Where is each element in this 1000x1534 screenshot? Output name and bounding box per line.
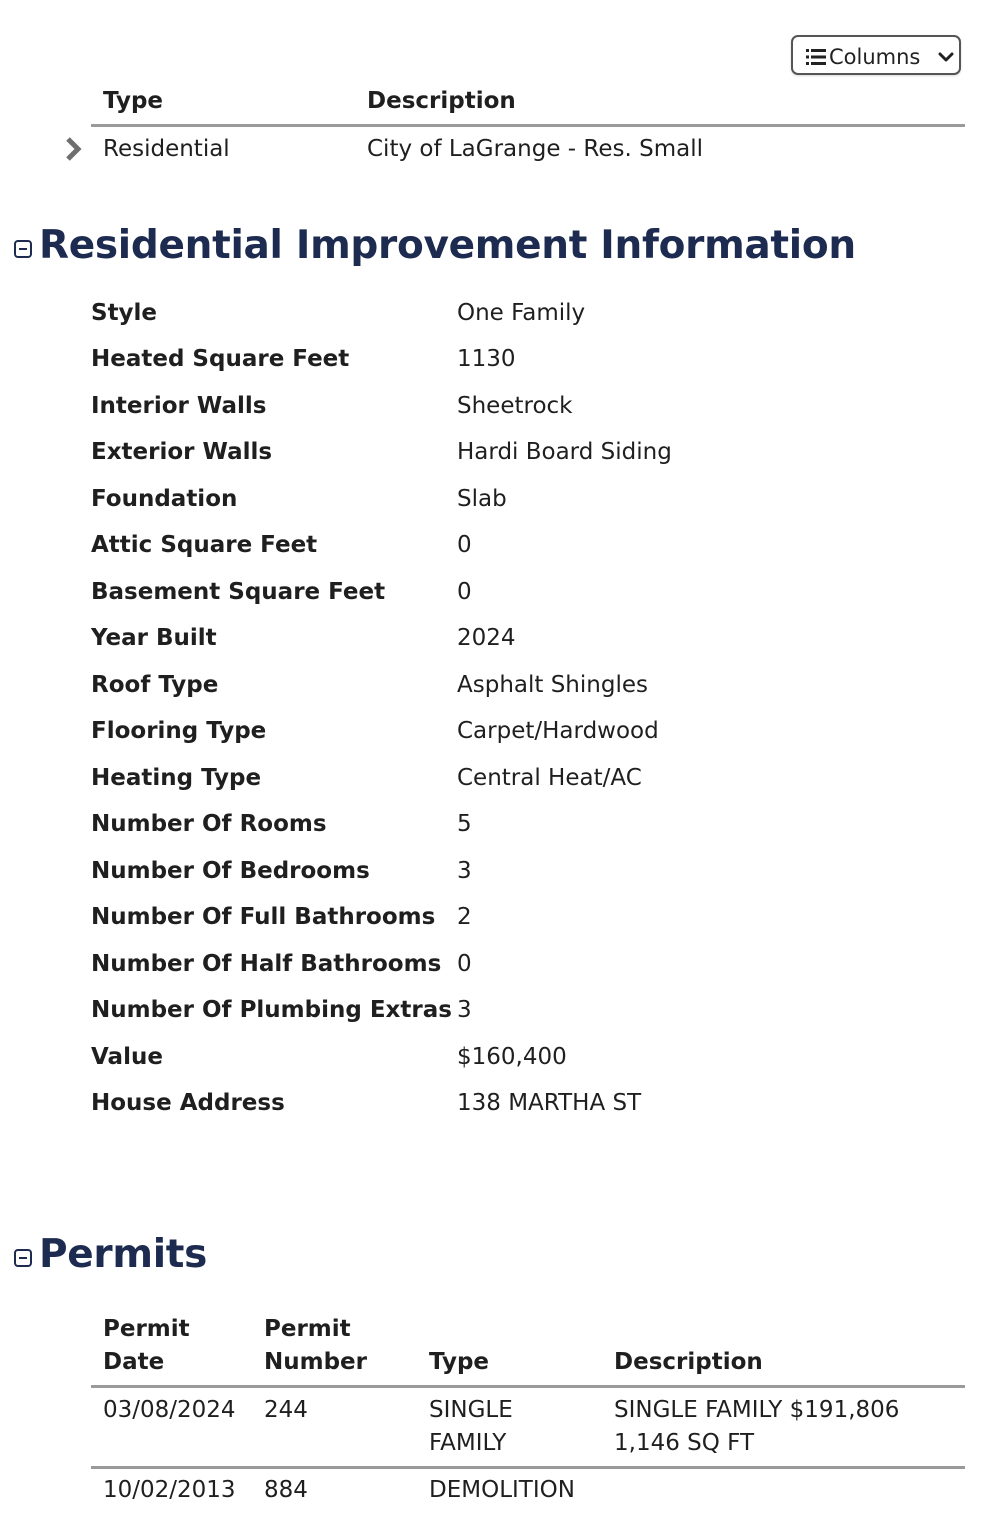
permit-header-type: Type [429, 1349, 490, 1375]
permit-type-line1: DEMOLITION [429, 1477, 575, 1503]
info-value: 2024 [457, 625, 516, 651]
land-header-rule [91, 124, 965, 127]
info-value: Central Heat/AC [457, 765, 642, 791]
permit-header-number-line2: Number [264, 1349, 367, 1375]
info-value: 1130 [457, 346, 516, 372]
info-value: 2 [457, 904, 472, 930]
permit-number: 244 [264, 1397, 308, 1423]
info-row-heated-square-feet [91, 346, 951, 392]
info-value: Hardi Board Siding [457, 439, 672, 465]
info-value: Sheetrock [457, 393, 573, 419]
info-label: House Address [91, 1090, 285, 1116]
info-value: 0 [457, 951, 472, 977]
info-row-foundation [91, 486, 951, 532]
info-label: Roof Type [91, 672, 219, 698]
info-value: 3 [457, 858, 472, 884]
info-label: Number Of Rooms [91, 811, 327, 837]
info-row-style [91, 300, 951, 346]
info-row-roof-type [91, 672, 951, 718]
info-value: One Family [457, 300, 586, 326]
permit-header-number-line1: Permit [264, 1316, 351, 1342]
info-label: Foundation [91, 486, 238, 512]
info-value: $160,400 [457, 1044, 567, 1070]
info-value: 5 [457, 811, 472, 837]
columns-button-label: Columns [829, 45, 921, 69]
info-value: 3 [457, 997, 472, 1023]
info-label: Interior Walls [91, 393, 267, 419]
info-row-value [91, 1044, 951, 1090]
land-row-type: Residential [103, 136, 230, 162]
info-value: Asphalt Shingles [457, 672, 648, 698]
info-label: Attic Square Feet [91, 532, 318, 558]
info-row-number-of-rooms [91, 811, 951, 857]
info-label: Number Of Bedrooms [91, 858, 370, 884]
info-label: Number Of Half Bathrooms [91, 951, 442, 977]
info-label: Exterior Walls [91, 439, 273, 465]
info-row-number-of-half-bathrooms [91, 951, 951, 997]
permit-description-line2: 1,146 SQ FT [614, 1430, 755, 1456]
chevron-down-icon [938, 50, 954, 64]
permit-type-line2: FAMILY [429, 1430, 507, 1456]
info-label: Value [91, 1044, 163, 1070]
land-header-description: Description [367, 88, 516, 114]
info-row-year-built [91, 625, 951, 671]
info-row-exterior-walls [91, 439, 951, 485]
columns-button[interactable] [791, 35, 961, 75]
info-row-basement-square-feet [91, 579, 951, 625]
permit-type-line1: SINGLE [429, 1397, 513, 1423]
section-title-permits: Permits [39, 1232, 208, 1277]
info-label: Style [91, 300, 158, 326]
permit-date: 03/08/2024 [103, 1397, 236, 1423]
info-row-flooring-type [91, 718, 951, 764]
permit-row-rule [91, 1466, 965, 1469]
info-row-heating-type [91, 765, 951, 811]
info-row-attic-square-feet [91, 532, 951, 578]
permit-header-date-line2: Date [103, 1349, 165, 1375]
permit-number: 884 [264, 1477, 308, 1503]
permit-description-line1: SINGLE FAMILY $191,806 [614, 1397, 900, 1423]
permit-header-description: Description [614, 1349, 763, 1375]
land-header-type: Type [103, 88, 164, 114]
permit-header-rule [91, 1385, 965, 1388]
info-row-number-of-bedrooms [91, 858, 951, 904]
land-row-description: City of LaGrange - Res. Small [367, 136, 703, 162]
info-label: Flooring Type [91, 718, 267, 744]
info-label: Basement Square Feet [91, 579, 386, 605]
permit-date: 10/02/2013 [103, 1477, 236, 1503]
info-row-interior-walls [91, 393, 951, 439]
info-value: Carpet/Hardwood [457, 718, 659, 744]
info-value: 138 MARTHA ST [457, 1090, 642, 1116]
info-label: Number Of Plumbing Extras [91, 997, 452, 1023]
info-row-number-of-full-bathrooms [91, 904, 951, 950]
info-row-number-of-plumbing-extras [91, 997, 951, 1043]
info-row-house-address [91, 1090, 951, 1136]
list-icon [806, 48, 826, 66]
collapse-permits-icon[interactable] [14, 1249, 32, 1267]
info-label: Year Built [91, 625, 217, 651]
info-value: 0 [457, 579, 472, 605]
info-label: Heated Square Feet [91, 346, 350, 372]
section-title-improvement: Residential Improvement Information [39, 223, 856, 268]
info-label: Heating Type [91, 765, 262, 791]
expand-row-icon[interactable] [63, 136, 83, 162]
info-value: 0 [457, 532, 472, 558]
info-label: Number Of Full Bathrooms [91, 904, 436, 930]
permit-header-date-line1: Permit [103, 1316, 190, 1342]
info-value: Slab [457, 486, 507, 512]
collapse-improvement-icon[interactable] [14, 240, 32, 258]
